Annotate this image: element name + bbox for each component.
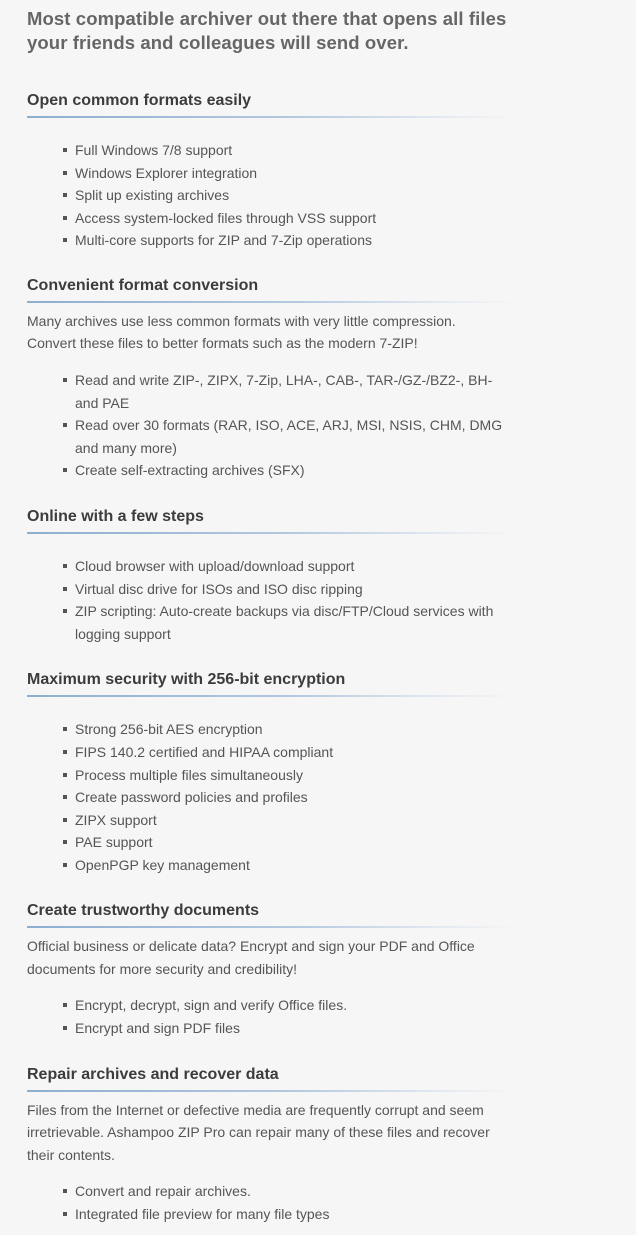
section-divider xyxy=(27,1090,517,1092)
section-repair-archives xyxy=(27,1065,517,1226)
section-divider xyxy=(27,532,517,534)
section-paragraph: Many archives use less common formats with very little compression. Convert these files to better formats such as the modern 7-ZIP! xyxy=(27,312,456,352)
list-item: Encrypt, decrypt, sign and verify Office files. xyxy=(75,994,515,1017)
feature-list xyxy=(27,994,515,1039)
section-heading: Create trustworthy documents xyxy=(27,902,260,920)
list-item: Cloud browser with upload/download support xyxy=(75,555,515,578)
section-paragraph: Files from the Internet or defective media are frequently corrupt and seem irretrievable. Ashampoo ZIP Pro can repair many of these files and recover their contents. xyxy=(27,1101,490,1163)
list-item: Process multiple files simultaneously xyxy=(75,764,515,787)
list-item: Windows Explorer integration xyxy=(75,162,515,185)
feature-list xyxy=(27,139,515,252)
section-divider xyxy=(27,116,517,118)
list-item: FIPS 140.2 certified and HIPAA compliant xyxy=(75,741,515,764)
section-paragraph: Official business or delicate data? Encrypt and sign your PDF and Office documents for more security and credibility! xyxy=(27,938,475,977)
feature-list xyxy=(27,1180,515,1225)
section-divider xyxy=(27,301,517,303)
list-item: Access system-locked files through VSS support xyxy=(75,207,515,230)
section-security xyxy=(27,670,517,876)
list-item: Virtual disc drive for ISOs and ISO disc ripping xyxy=(75,578,515,601)
list-item: Convert and repair archives. xyxy=(75,1180,515,1203)
section-online xyxy=(27,507,517,645)
feature-list xyxy=(27,369,515,482)
list-item: Split up existing archives xyxy=(75,184,515,207)
section-trustworthy-documents xyxy=(27,901,517,1039)
section-heading: Repair archives and recover data xyxy=(27,1065,279,1083)
list-item: Read and write ZIP-, ZIPX, 7-Zip, LHA-, CAB-, TAR-/GZ-/BZ2-, BH- and PAE xyxy=(75,369,515,414)
list-item: Multi-core supports for ZIP and 7-Zip operations xyxy=(75,229,515,252)
list-item: PAE support xyxy=(75,831,515,854)
list-item: Create password policies and profiles xyxy=(75,786,515,809)
list-item: OpenPGP key management xyxy=(75,854,515,877)
list-item: Create self-extracting archives (SFX) xyxy=(75,459,515,482)
list-item: Read over 30 formats (RAR, ISO, ACE, ARJ, MSI, NSIS, CHM, DMG and many more) xyxy=(75,414,515,459)
section-format-conversion xyxy=(27,276,517,482)
section-heading: Open common formats easily xyxy=(27,92,252,109)
list-item: ZIPX support xyxy=(75,809,515,832)
section-heading: Online with a few steps xyxy=(27,507,204,525)
list-item: Full Windows 7/8 support xyxy=(75,139,515,162)
section-divider xyxy=(27,695,517,697)
section-heading: Maximum security with 256-bit encryption xyxy=(27,671,346,689)
section-open-formats xyxy=(27,91,517,252)
feature-list xyxy=(27,555,515,645)
list-item: ZIP scripting: Auto-create backups via disc/FTP/Cloud services with logging support xyxy=(75,600,515,645)
section-divider xyxy=(27,926,517,928)
section-heading: Convenient format conversion xyxy=(27,276,259,294)
feature-list xyxy=(27,718,515,876)
list-item: Strong 256-bit AES encryption xyxy=(75,718,515,741)
intro-text: Most compatible archiver out there that opens all files your friends and colleagues will send over. xyxy=(27,8,507,53)
list-item: Encrypt and sign PDF files xyxy=(75,1017,515,1040)
list-item: Integrated file preview for many file types xyxy=(75,1203,515,1226)
